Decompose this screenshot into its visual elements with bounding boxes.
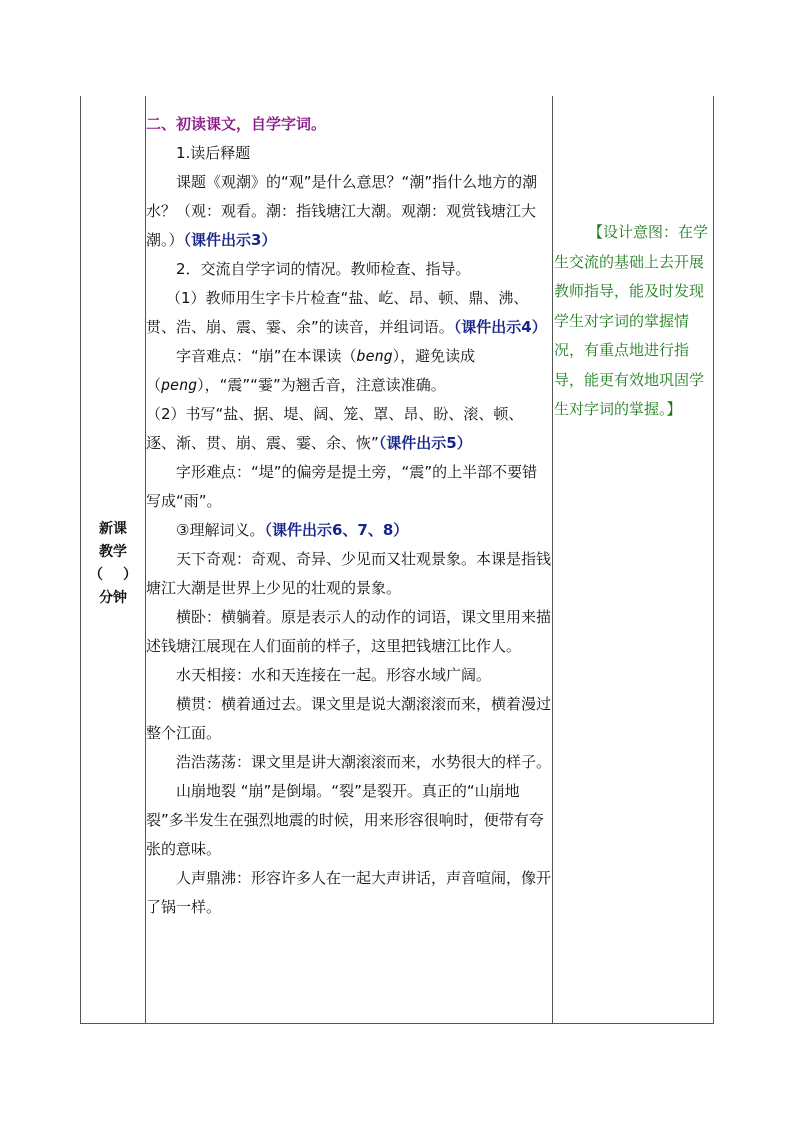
definition-item: 山崩地裂 “崩”是倒塌。“裂”是裂开。真正的“山崩地裂”多半发生在强烈地震的时候，用来形容很响时，便带有夸张的意味。 (146, 782, 544, 858)
step2-2-text: （2）书写“盐、据、堤、阔、笼、罩、昂、盼、滚、顿、逐、渐、贯、崩、震、霎、余、恢” (146, 405, 524, 452)
design-intent-note: 【设计意图：在学生交流的基础上去开展教师指导，能及时发现学生对字词的掌握情况，有重点地进行指导，能更有效地巩固学生对字词的掌握。】 (554, 223, 709, 418)
pinyin-beng: beng (356, 347, 393, 365)
step1-text: 课题《观潮》的“观”是什么意思？“潮”指什么地方的潮水？（观：观看。潮：指钱塘江大潮。观潮：观赏钱塘江大潮。） (146, 173, 538, 249)
section-label-line2: 教学 (99, 544, 127, 560)
step2-3 (146, 516, 552, 545)
step1-body (146, 168, 552, 255)
duration-blank (81, 564, 145, 587)
section-heading: 二、初读课文，自学字词。 (146, 115, 327, 133)
section-label-line1: 新课 (99, 521, 127, 537)
definition-item: 人声鼎沸：形容许多人在一起大声讲话，声音喧闹，像开了锅一样。 (146, 869, 552, 916)
table-border-right (713, 96, 714, 1024)
definition-item: 天下奇观：奇观、奇异、少见而又壮观景象。本课是指钱塘江大潮是世界上少见的壮观的景象。 (146, 550, 552, 597)
section-label-line4: 分钟 (99, 590, 127, 606)
pinyin-peng: peng (161, 376, 198, 394)
courseware-ref-4: （课件出示4） (453, 318, 547, 336)
paren-open: （ (89, 567, 103, 583)
definition-item: 横卧：横躺着。原是表示人的动作的词语，课文里用来描述钱塘江展现在人们面前的样子，这里把钱塘江比作人。 (146, 608, 552, 655)
step2-title: 2．交流自学字词的情况。教师检查、指导。 (176, 260, 471, 278)
step1-title: 1.读后释题 (176, 144, 251, 162)
step2-1-text: （1）教师用生字卡片检查“盐、屹、昂、顿、鼎、沸、贯、浩、崩、震、霎、余”的读音，并组词语。 (146, 289, 529, 336)
courseware-ref-5: （课件出示5） (378, 434, 472, 452)
definition-item: 水天相接：水和天连接在一起。形容水域广阔。 (176, 666, 492, 684)
main-content (146, 110, 552, 922)
table-divider-2 (552, 96, 553, 1024)
definition-item: 浩浩荡荡：课文里是讲大潮滚滚而来，水势很大的样子。 (176, 753, 552, 771)
section-label (81, 518, 145, 610)
pron-text-c: ），“震”“霎”为翘舌音，注意读准确。 (197, 376, 446, 394)
paren-close: ） (123, 567, 137, 583)
pron-text-b: ），避免读成（ (146, 347, 476, 394)
shape-note: 字形难点：“堤”的偏旁是提土旁，“震”的上半部不要错写成“雨”。 (146, 463, 538, 510)
step2-2 (146, 400, 552, 458)
pron-text-a: 字音难点：“崩”在本课读（ (176, 347, 357, 365)
step2-3-text: ③理解词义。 (176, 521, 265, 539)
pronunciation-note (146, 342, 552, 400)
table-border-bottom (80, 1023, 714, 1024)
definition-item: 横贯：横着通过去。课文里是说大潮滚滚而来，横着漫过整个江面。 (146, 695, 552, 742)
step2-1 (146, 284, 552, 342)
courseware-ref-6-8: （课件出示6、7、8） (264, 521, 409, 539)
courseware-ref-3: （课件出示3） (183, 231, 277, 249)
